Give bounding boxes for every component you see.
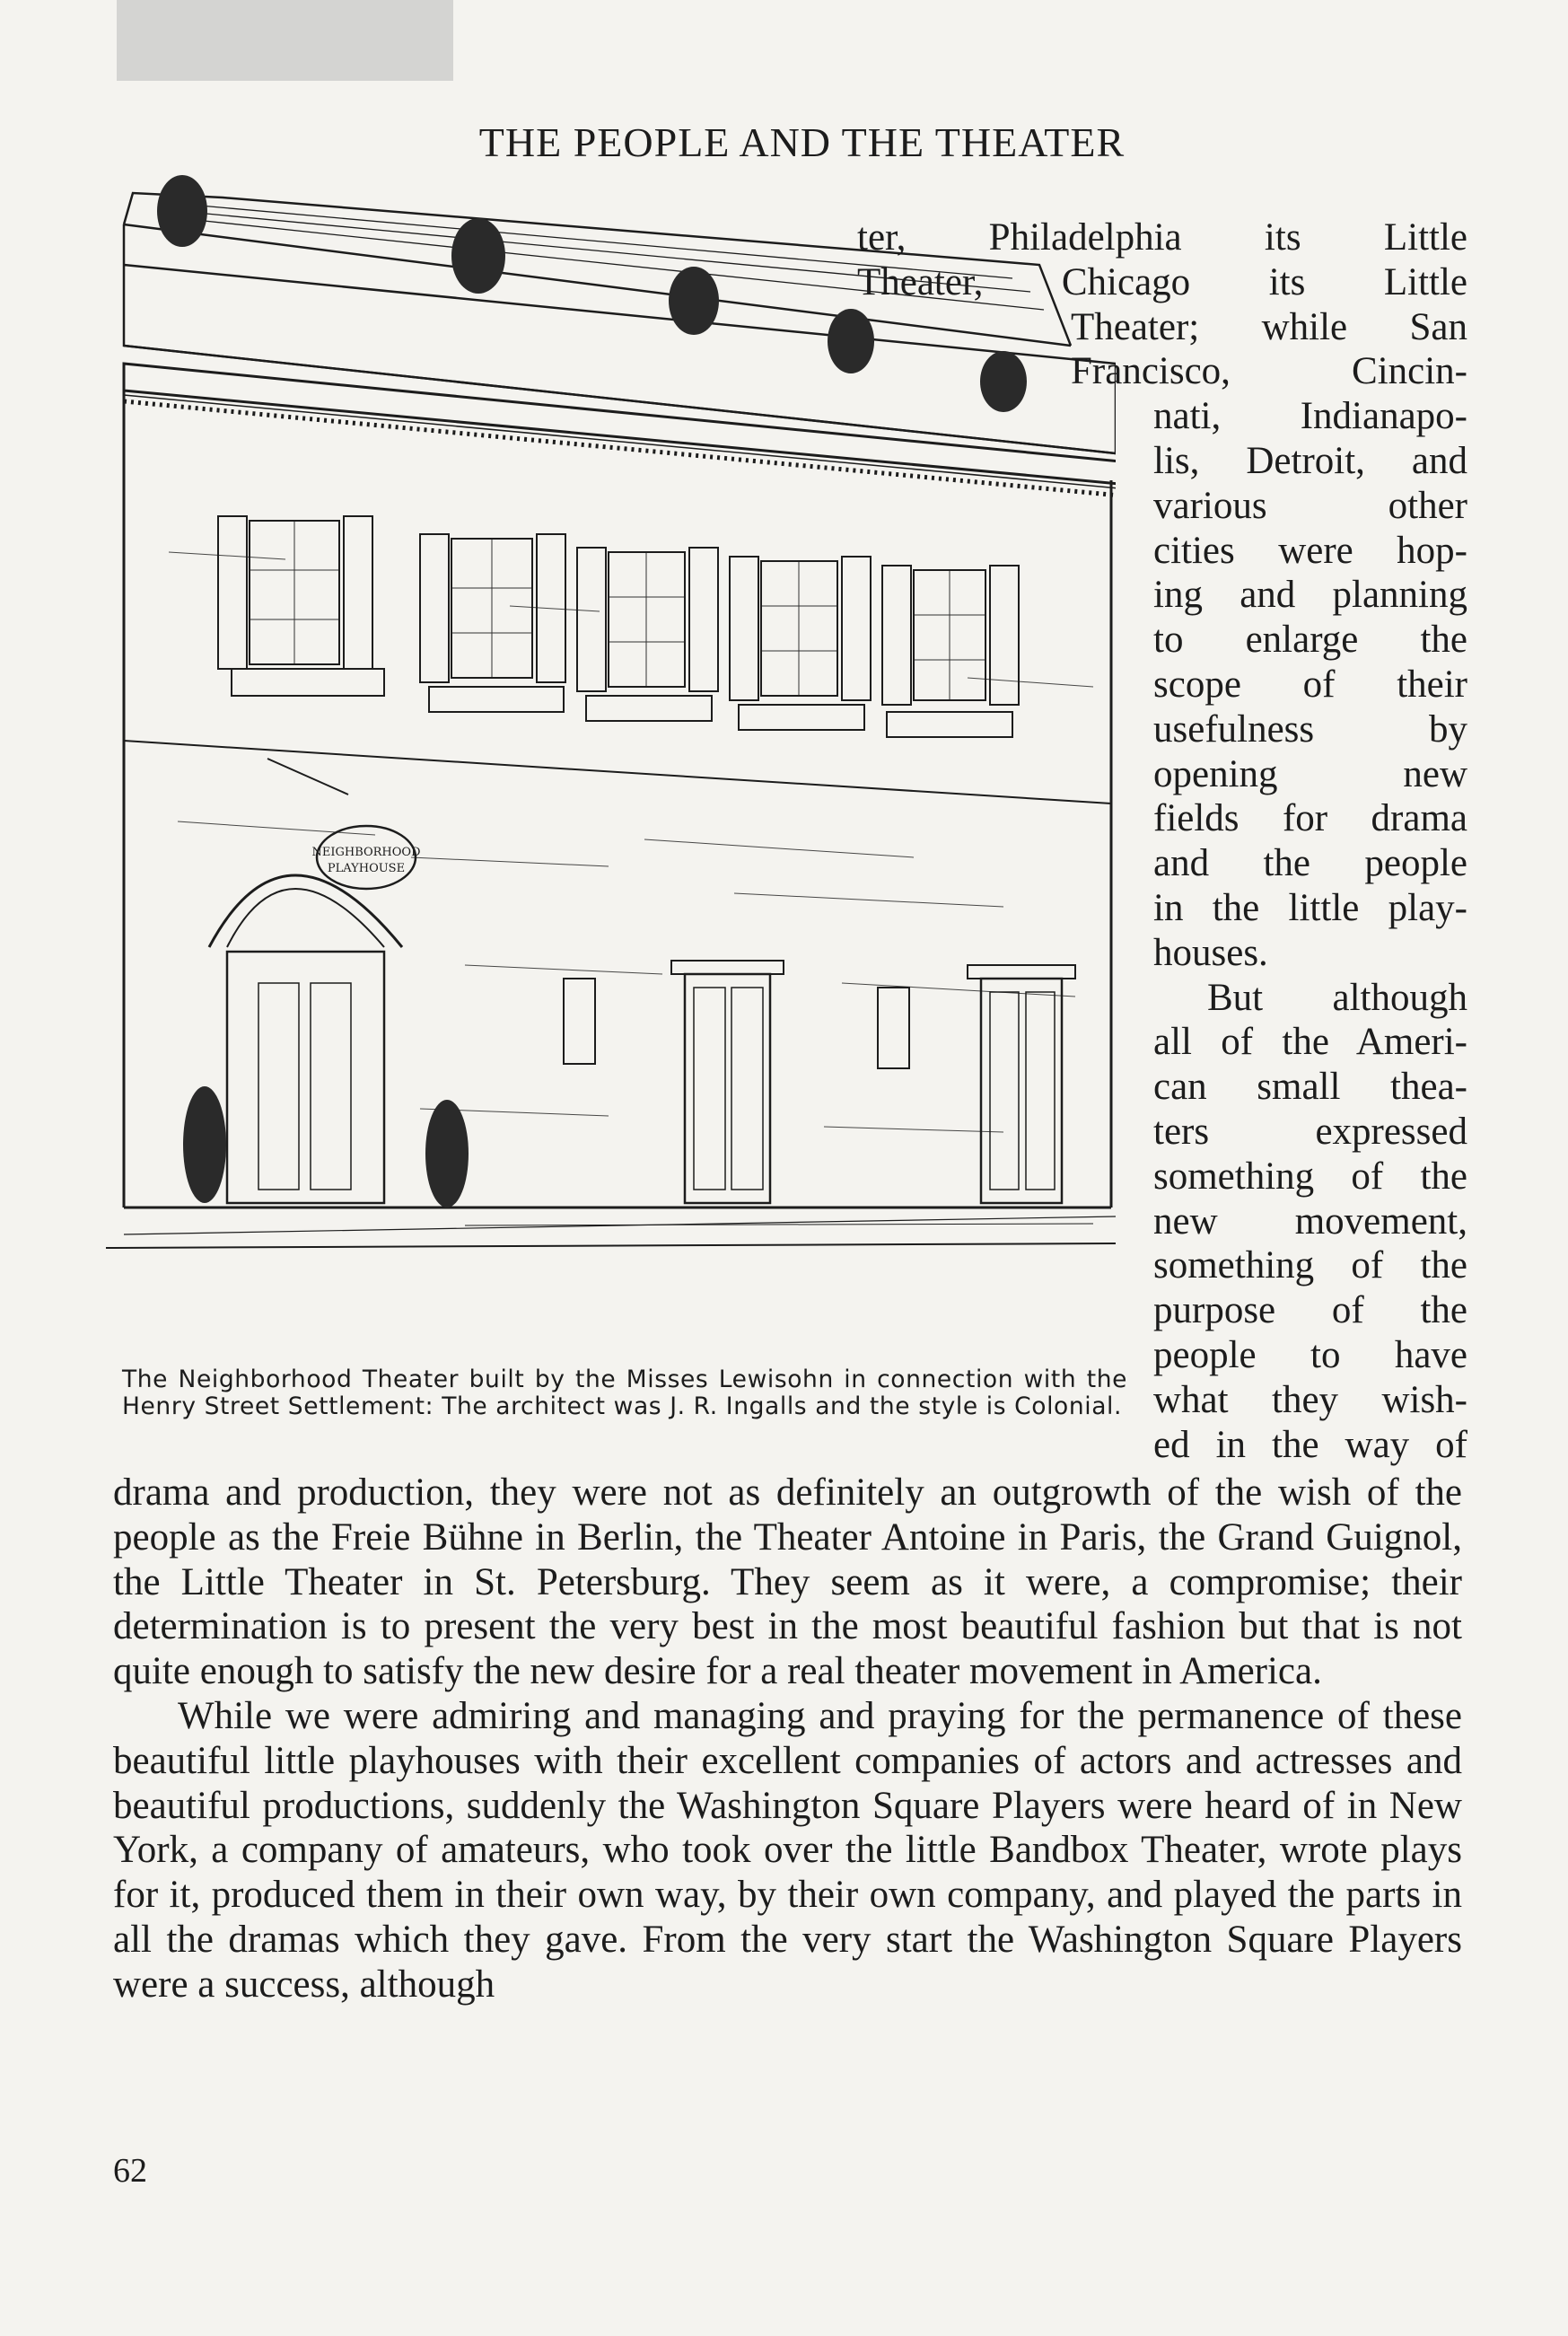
col-line: scope of their bbox=[1153, 663, 1467, 706]
col-line: But although bbox=[1207, 976, 1467, 1019]
col-line: something of the bbox=[1153, 1155, 1467, 1198]
col-line: nati, Indianapo- bbox=[1153, 395, 1467, 438]
col-line: ing and planning bbox=[1153, 574, 1467, 617]
col-line: in the little play- bbox=[1153, 887, 1467, 929]
col-line: ters expressed bbox=[1153, 1111, 1467, 1153]
paragraph: While we were admiring and managing and praying for the permanence of these beautiful little playhouses with their excellent companies of actors and actresses and beautiful productions, suddenly the Washington Square Players were heard of in New York, a company of amateurs, who took over the little Bandbox Theater, wrote plays for it, produced them in their own way, by their own company, and played the parts in all the dramas which they gave. From the very start the Washington Square Players were a success, although bbox=[113, 1694, 1462, 2006]
col-line: something of the bbox=[1153, 1244, 1467, 1287]
right-column-text bbox=[857, 215, 1467, 1472]
col-line: Theater; while San bbox=[1071, 305, 1467, 348]
paragraph: drama and production, they were not as definitely an outgrowth of the wish of the people as the Freie Bühne in Berlin, the Theater Antoine in Paris, the Grand Guignol, the Little Theater in St. Petersburg. They seem as it were, a compromise; their determination is to present the very best in the most beautiful fashion but that is not quite enough to satisfy the new desire for a real theater movement in America. bbox=[113, 1471, 1462, 1693]
running-head: THE PEOPLE AND THE THEATER bbox=[478, 119, 1126, 165]
col-line: fields for drama bbox=[1153, 797, 1467, 840]
col-line: opening new bbox=[1153, 752, 1467, 795]
col-line: can small thea- bbox=[1153, 1066, 1467, 1109]
col-line: lis, Detroit, and bbox=[1153, 440, 1467, 482]
figure-caption: The Neighborhood Theater built by the Misses Lewisohn in connection with the Henry Street Settlement: The architect was J. R. Ingalls and the style is Colonial. bbox=[122, 1366, 1127, 1420]
col-line: houses. bbox=[1153, 931, 1268, 974]
col-line: various other bbox=[1153, 484, 1467, 527]
scan-corner-tab bbox=[117, 0, 453, 81]
col-line: usefulness by bbox=[1153, 707, 1467, 751]
body-text bbox=[113, 1471, 1462, 2007]
col-line: Theater, Chicago its Little bbox=[857, 260, 1467, 303]
col-line: to enlarge the bbox=[1153, 619, 1467, 662]
page-number: 62 bbox=[113, 2152, 147, 2190]
col-line: and the people bbox=[1153, 842, 1467, 885]
col-line: ter, Philadelphia its Little bbox=[857, 216, 1467, 259]
col-line: what they wish- bbox=[1153, 1378, 1467, 1421]
col-line: ed in the way of bbox=[1153, 1423, 1467, 1466]
col-line: people to have bbox=[1153, 1334, 1467, 1376]
sign-text-2: PLAYHOUSE bbox=[327, 862, 406, 875]
col-line: Francisco, Cincin- bbox=[1071, 350, 1467, 393]
col-line: new movement, bbox=[1153, 1199, 1467, 1243]
col-line: purpose of the bbox=[1153, 1289, 1467, 1332]
col-line: all of the Ameri- bbox=[1153, 1021, 1467, 1064]
sign-text-1: NEIGHBORHOOD bbox=[311, 846, 421, 859]
col-line: cities were hop- bbox=[1153, 529, 1467, 572]
